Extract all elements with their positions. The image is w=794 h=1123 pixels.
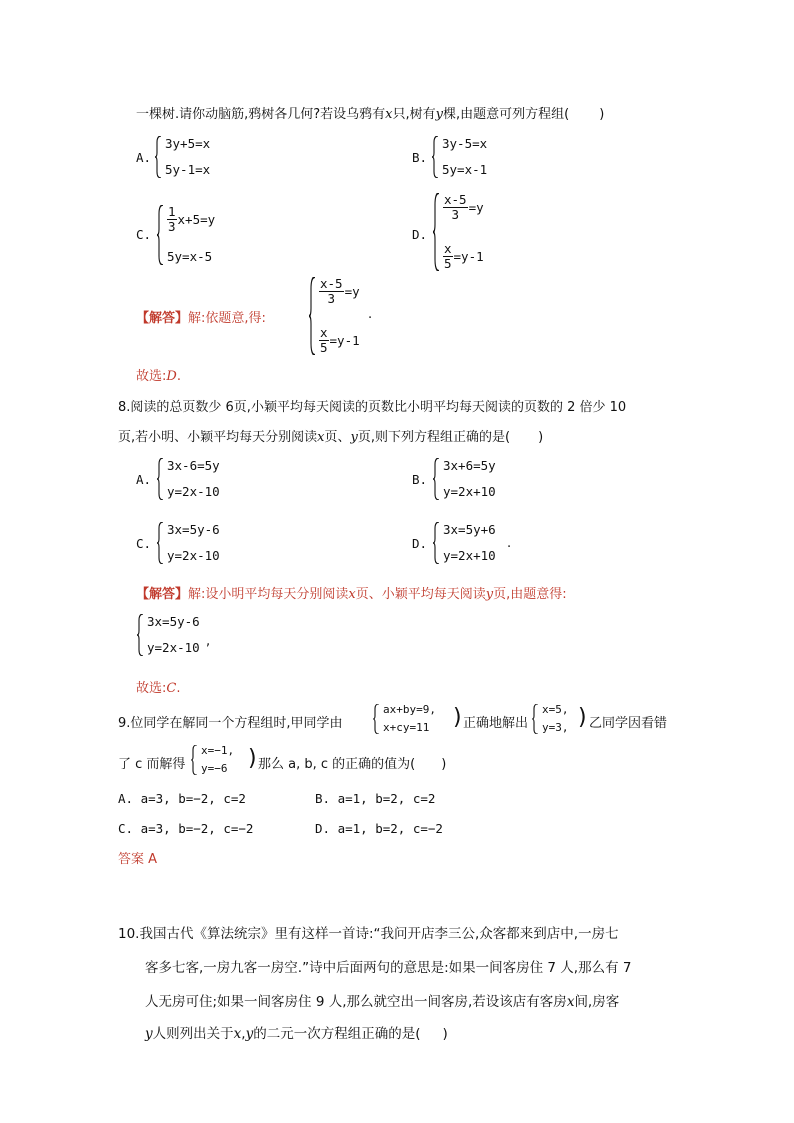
q7-choose-line xyxy=(136,365,181,384)
fraction-numerator: x-5 xyxy=(320,276,343,291)
fraction-denominator: 5 xyxy=(444,256,452,271)
equation: 5y=x-5 xyxy=(167,249,213,264)
brace-icon xyxy=(433,522,440,564)
q9-system-1 xyxy=(373,704,436,734)
q9-stem-2b: 那么 a, b, c 的正确的值为( xyxy=(258,757,416,772)
answer-text-3: 页,由题意得: xyxy=(493,587,567,602)
q8-stem-text-2: 页、 xyxy=(324,430,351,445)
equation: =y xyxy=(468,199,484,215)
choose-value: D xyxy=(166,369,177,384)
answer-tag: 【解答】 xyxy=(136,311,189,326)
q7-option-c-label[interactable]: C. xyxy=(136,227,152,242)
choose-label: 故选: xyxy=(136,369,167,384)
q8-option-d-label[interactable]: D. xyxy=(412,536,428,551)
var-y: y xyxy=(245,1026,254,1042)
equation: x+5=y xyxy=(177,211,216,227)
paren-close: ) xyxy=(599,107,605,122)
q8-option-a-label[interactable]: A. xyxy=(136,472,152,487)
var-x: x xyxy=(566,994,575,1010)
q8-stem-text: 页,若小明、小颖平均每天分别阅读 xyxy=(118,430,318,445)
q7-stem-text-2: 只,树有 xyxy=(392,107,436,122)
q8-option-a-system xyxy=(157,458,220,500)
q7-option-a-label[interactable]: A. xyxy=(136,150,152,165)
brace-icon xyxy=(157,522,164,564)
q7-option-b-system xyxy=(432,136,487,178)
fraction-numerator: x-5 xyxy=(444,192,467,207)
paren-close: ) xyxy=(538,430,544,445)
var-x: x xyxy=(385,107,393,122)
q9-system-3 xyxy=(191,745,234,775)
fraction-numerator: 1 xyxy=(168,204,176,219)
q7-stem-text-3: 棵,由题意可列方程组( xyxy=(443,107,570,122)
q7-stem-text: 一棵树.请你动脑筋,鸦树各几何?若设乌鸦有 xyxy=(136,107,386,122)
equation: y=2x-10 xyxy=(167,548,220,563)
fraction-denominator: 5 xyxy=(320,340,328,355)
comma: , xyxy=(241,1026,246,1042)
choose-value: C xyxy=(166,681,177,696)
q9-stem-2a: 了 c 而解得 xyxy=(118,757,186,772)
q8-option-d-end: . xyxy=(507,536,512,551)
choose-end: . xyxy=(176,369,181,384)
paren-close: ) xyxy=(442,1026,448,1042)
equation: 3x=5y-6 xyxy=(147,614,200,629)
brace-icon xyxy=(373,704,380,734)
equation: =y-1 xyxy=(453,248,484,264)
brace-icon xyxy=(309,277,316,355)
q7-answer-system xyxy=(309,277,360,355)
q8-option-c-system xyxy=(157,522,220,564)
equation: 3x=5y-6 xyxy=(167,522,220,537)
brace-icon xyxy=(432,136,439,178)
q7-answer-line xyxy=(136,307,266,326)
q9-stem-1a: 9.位同学在解同一个方程组时,甲同学由 xyxy=(118,716,343,731)
q8-answer-system xyxy=(137,614,200,656)
q10-line-4 xyxy=(145,1022,448,1042)
fraction xyxy=(167,205,177,234)
q8-option-c-label[interactable]: C. xyxy=(136,536,152,551)
choose-end: . xyxy=(176,681,181,696)
q7-option-d-label[interactable]: D. xyxy=(412,227,428,242)
fraction-denominator: 3 xyxy=(168,219,176,234)
var-y: y xyxy=(485,587,494,602)
brace-icon xyxy=(191,745,198,775)
q7-option-c-system xyxy=(157,205,215,265)
q8-option-b-label[interactable]: B. xyxy=(412,472,428,487)
answer-text: 解:依题意,得: xyxy=(188,311,266,326)
fraction xyxy=(443,193,468,222)
equation: =y xyxy=(344,283,360,299)
fraction-numerator: x xyxy=(320,325,328,340)
var-y: y xyxy=(435,107,444,122)
equation: y=2x+10 xyxy=(443,484,496,499)
equation: y=2x-10 xyxy=(167,484,220,499)
q10-text-4: 的二元一次方程组正确的是( xyxy=(253,1026,421,1042)
answer-text-2: 页、小颖平均每天阅读 xyxy=(355,587,486,602)
choose-label: 故选: xyxy=(136,681,167,696)
brace-icon xyxy=(155,136,162,178)
q9-option-a[interactable]: A. a=3, b=−2, c=2 xyxy=(118,791,246,806)
brace-icon xyxy=(532,704,539,734)
close-paren-icon: ) xyxy=(453,705,462,730)
equation: x+cy=11 xyxy=(383,721,430,734)
fraction xyxy=(443,242,453,271)
q8-stem-line-1: 8.阅读的总页数少 6页,小颖平均每天阅读的页数比小明平均每天阅读的页数的 2 倍少 10 xyxy=(118,400,627,415)
equation: y=−6 xyxy=(201,762,228,775)
q7-answer-end: . xyxy=(368,307,373,322)
equation: 3y-5=x xyxy=(442,136,488,151)
equation: 3y+5=x xyxy=(165,136,211,151)
q9-answer: 答案 A xyxy=(118,852,158,867)
fraction-denominator: 3 xyxy=(327,291,336,306)
q10-line-1: 10.我国古代《算法统宗》里有这样一首诗:“我问开店李三公,众客都来到店中,一房七 xyxy=(118,926,619,942)
var-x: x xyxy=(348,587,356,602)
brace-icon xyxy=(157,458,164,500)
q10-text-3: 人则列出关于 xyxy=(152,1026,234,1042)
q8-answer-line xyxy=(136,583,567,602)
q7-option-a-system xyxy=(155,136,210,178)
q8-choose-line xyxy=(136,677,180,696)
q8-answer-end: , xyxy=(206,634,211,649)
equation: x=−1, xyxy=(201,744,235,757)
q10-text-2: 间,房客 xyxy=(574,994,620,1010)
equation: y=2x-10 xyxy=(147,640,200,655)
close-paren-icon: ) xyxy=(578,705,587,730)
q9-stem-2b-line xyxy=(258,753,446,772)
equation: 5y=x-1 xyxy=(442,162,488,177)
equation: =y-1 xyxy=(329,332,360,348)
fraction xyxy=(319,326,329,355)
equation: y=2x+10 xyxy=(443,548,496,563)
q8-stem-text-3: 页,则下列方程组正确的是( xyxy=(357,430,511,445)
equation: 3x=5y+6 xyxy=(443,522,496,537)
equation: ax+by=9, xyxy=(383,703,436,716)
q9-option-d[interactable]: D. a=1, b=2, c=−2 xyxy=(315,821,443,836)
q9-stem-1c: 乙同学因看错 xyxy=(589,716,668,731)
var-y: y xyxy=(145,1026,153,1042)
close-paren-icon: ) xyxy=(248,746,257,771)
brace-icon xyxy=(157,205,164,265)
brace-icon xyxy=(433,193,440,271)
answer-text: 解:设小明平均每天分别阅读 xyxy=(188,587,349,602)
equation: x=5, xyxy=(542,703,569,716)
answer-tag: 【解答】 xyxy=(136,587,189,602)
q7-stem-line xyxy=(136,103,604,122)
equation: 3x-6=5y xyxy=(167,458,220,473)
q10-line-3 xyxy=(145,990,619,1010)
fraction-denominator: 3 xyxy=(451,207,460,222)
fraction-numerator: x xyxy=(444,241,452,256)
q9-option-c[interactable]: C. a=3, b=−2, c=−2 xyxy=(118,821,254,836)
q9-option-b[interactable]: B. a=1, b=2, c=2 xyxy=(315,791,436,806)
equation: 5y-1=x xyxy=(165,162,211,177)
q8-option-b-system xyxy=(433,458,496,500)
var-x: x xyxy=(317,430,325,445)
var-y: y xyxy=(350,430,358,445)
q9-stem-1b: 正确地解出 xyxy=(463,716,529,731)
q7-option-b-label[interactable]: B. xyxy=(412,150,428,165)
q8-stem-line-2 xyxy=(118,426,543,445)
q10-text: 人无房可住;如果一间客房住 9 人,那么就空出一间客房,若设该店有客房 xyxy=(145,994,567,1010)
q9-system-2 xyxy=(532,704,569,734)
q10-line-2: 客多七客,一房九客一房空.”诗中后面两句的意思是:如果一间客房住 7 人,那么有 7 xyxy=(145,960,632,976)
brace-icon xyxy=(137,614,144,656)
paren-close: ) xyxy=(441,757,447,772)
q8-option-d-system xyxy=(433,522,496,564)
q7-option-d-system xyxy=(433,193,484,271)
fraction xyxy=(319,277,344,306)
brace-icon xyxy=(433,458,440,500)
equation: y=3, xyxy=(542,721,569,734)
equation: 3x+6=5y xyxy=(443,458,496,473)
var-x: x xyxy=(233,1026,242,1042)
